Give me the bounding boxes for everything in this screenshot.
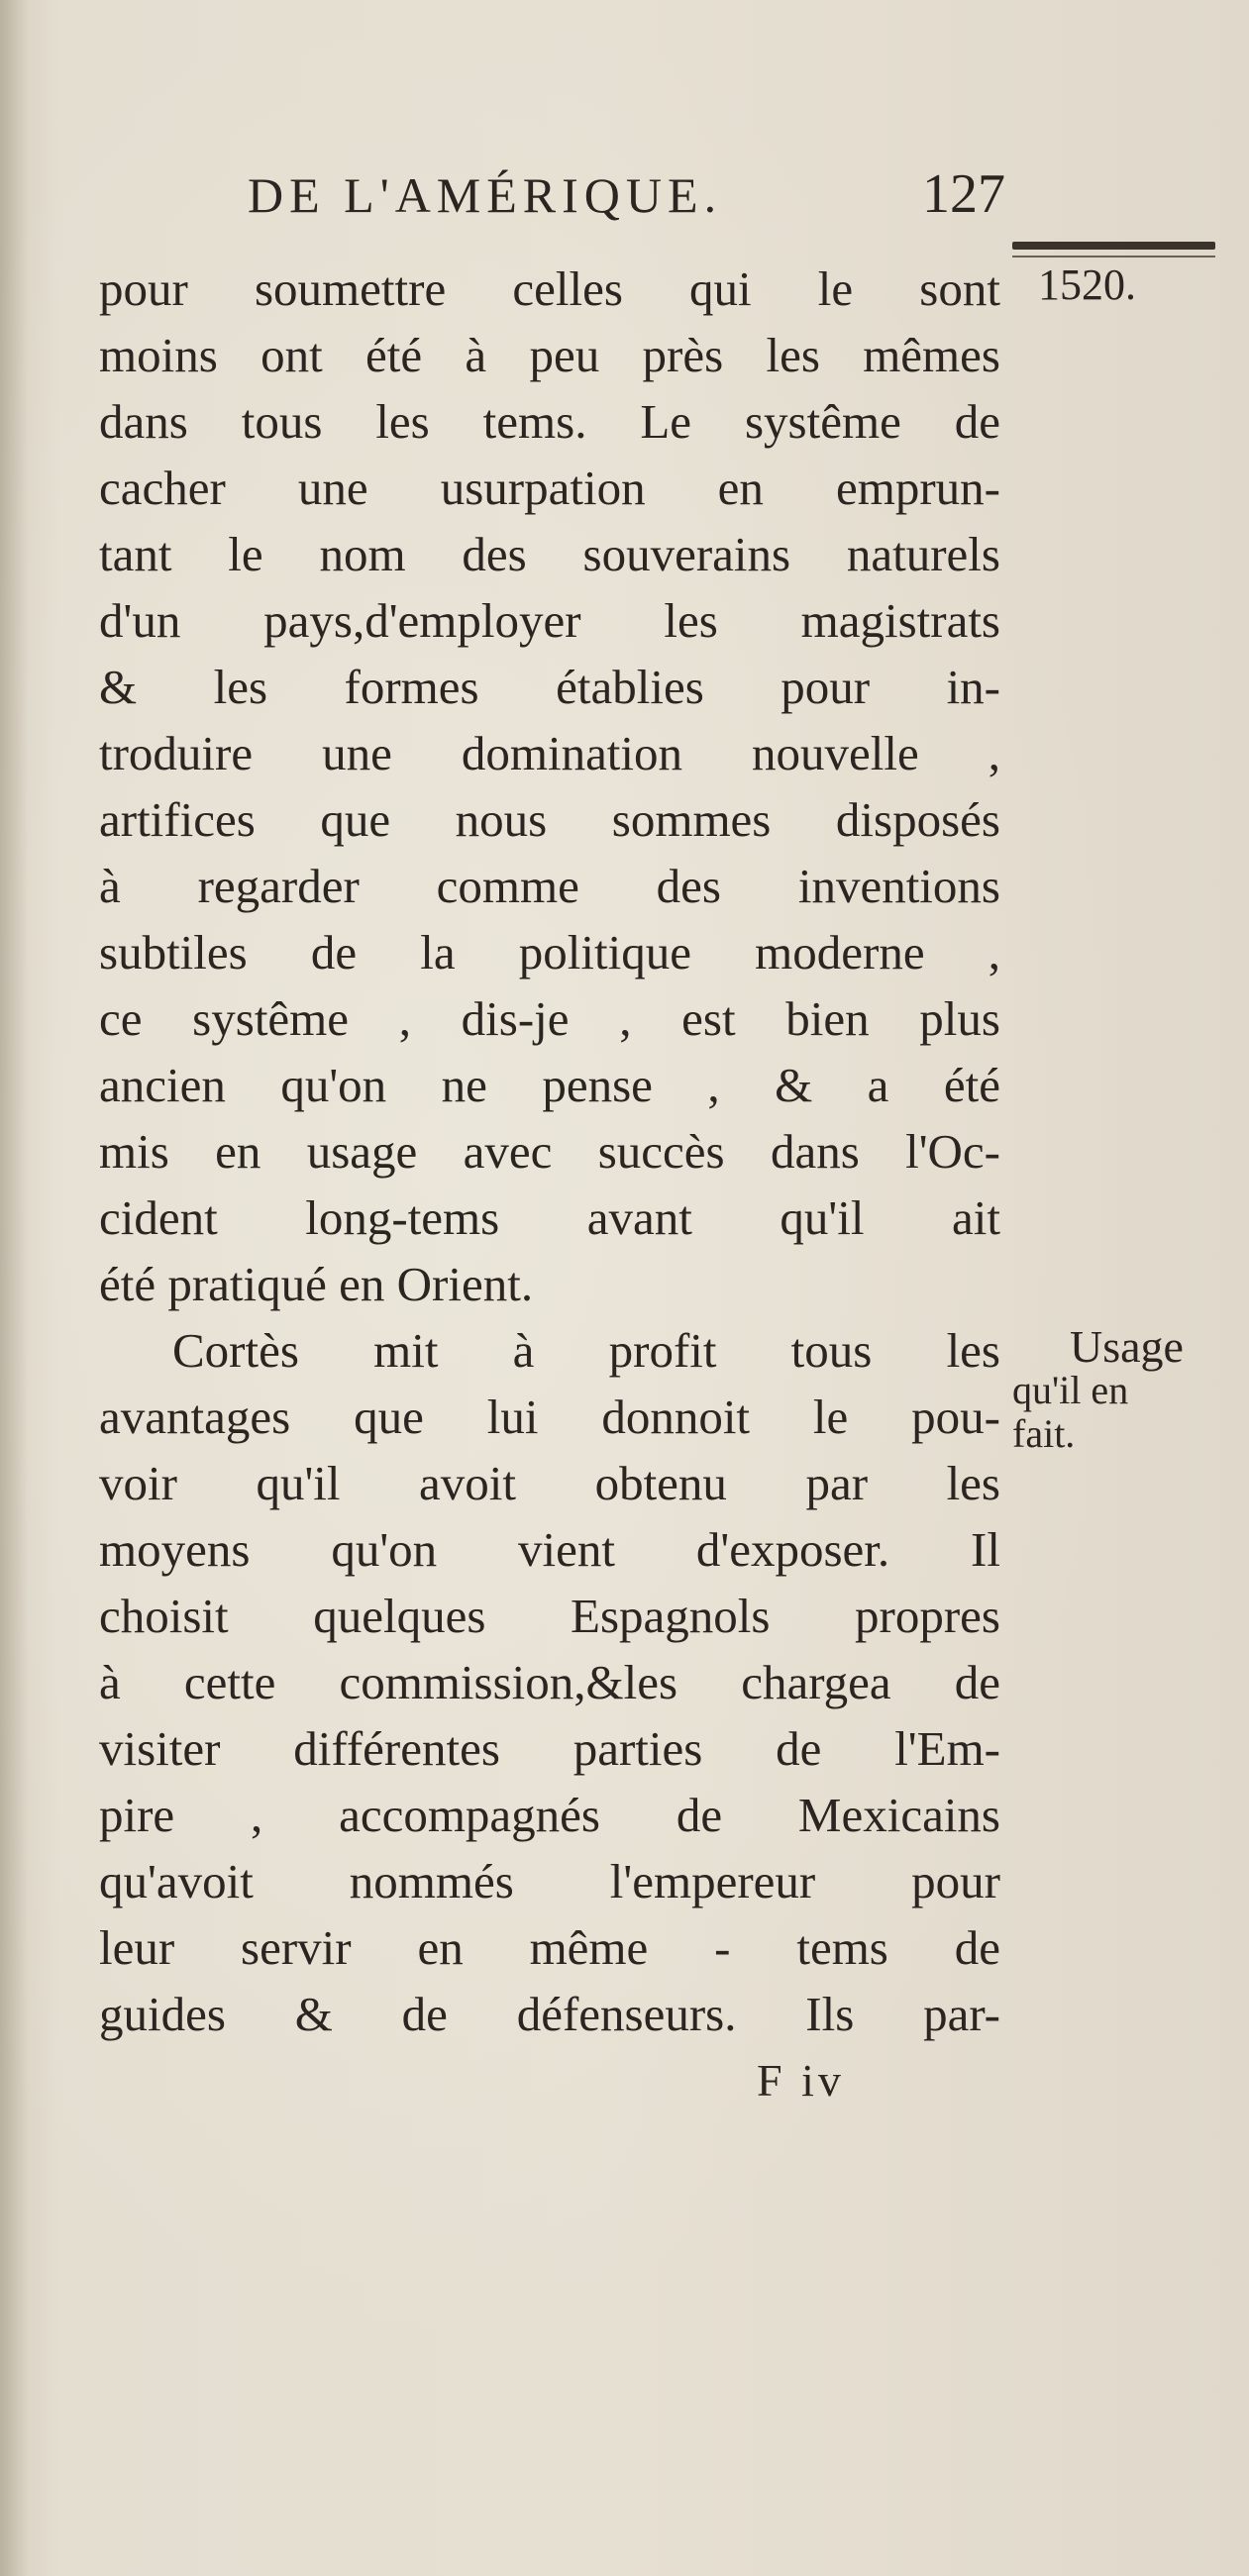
text-line: qu'avoit nommés l'empereur pour — [99, 1854, 1000, 1908]
gutter-shadow — [0, 0, 28, 2576]
margin-note — [1012, 1321, 1235, 1456]
margin-rule-thin — [1012, 256, 1215, 258]
margin-note-line: Usage — [1070, 1321, 1184, 1372]
text-line: & les formes établies pour in- — [99, 660, 1000, 714]
margin-year: 1520. — [1038, 260, 1136, 309]
text-line: voir qu'il avoit obtenu par les — [99, 1456, 1000, 1510]
text-line: visiter différentes parties de l'Em- — [99, 1721, 1000, 1776]
text-line: avantages que lui donnoit le pou- — [99, 1390, 1000, 1444]
text-line: choisit quelques Espagnols propres — [99, 1589, 1000, 1643]
text-line: à cette commission,&les chargea de — [99, 1655, 1000, 1709]
text-line: mis en usage avec succès dans l'Oc- — [99, 1124, 1000, 1179]
text-line: tant le nom des souverains naturels — [99, 527, 1000, 581]
body-text — [99, 256, 1000, 2047]
text-line: leur servir en même - tems de — [99, 1920, 1000, 1975]
signature-mark: F iv — [757, 2055, 845, 2106]
text-line: artifices que nous sommes disposés — [99, 792, 1000, 847]
text-line: dans tous les tems. Le systême de — [99, 394, 1000, 449]
page-number: 127 — [922, 163, 1005, 225]
page-header — [248, 163, 1005, 236]
text-line: subtiles de la politique moderne , — [99, 925, 1000, 979]
margin-note-line: qu'il en — [1012, 1368, 1129, 1412]
margin-note-line: fait. — [1012, 1411, 1076, 1456]
text-line: d'un pays,d'employer les magistrats — [99, 593, 1000, 648]
text-line: ce systême , dis-je , est bien plus — [99, 991, 1000, 1046]
text-line: guides & de défenseurs. Ils par- — [99, 1987, 1000, 2041]
text-line: moyens qu'on vient d'exposer. Il — [99, 1522, 1000, 1577]
margin-rule — [1012, 242, 1215, 250]
text-line: été pratiqué en Orient. — [99, 1257, 534, 1311]
text-line: cident long-tems avant qu'il ait — [99, 1190, 1000, 1245]
text-line: troduire une domination nouvelle , — [99, 726, 1000, 780]
text-line: moins ont été à peu près les mêmes — [99, 328, 1000, 382]
text-line: pire , accompagnés de Mexicains — [99, 1788, 1000, 1842]
text-line: ancien qu'on ne pense , & a été — [99, 1058, 1000, 1112]
text-line: cacher une usurpation en emprun- — [99, 461, 1000, 515]
running-head: DE L'AMÉRIQUE. — [248, 167, 723, 223]
text-line: pour soumettre celles qui le sont — [99, 261, 1000, 316]
text-line: à regarder comme des inventions — [99, 859, 1000, 913]
text-line: Cortès mit à profit tous les — [172, 1323, 1000, 1378]
